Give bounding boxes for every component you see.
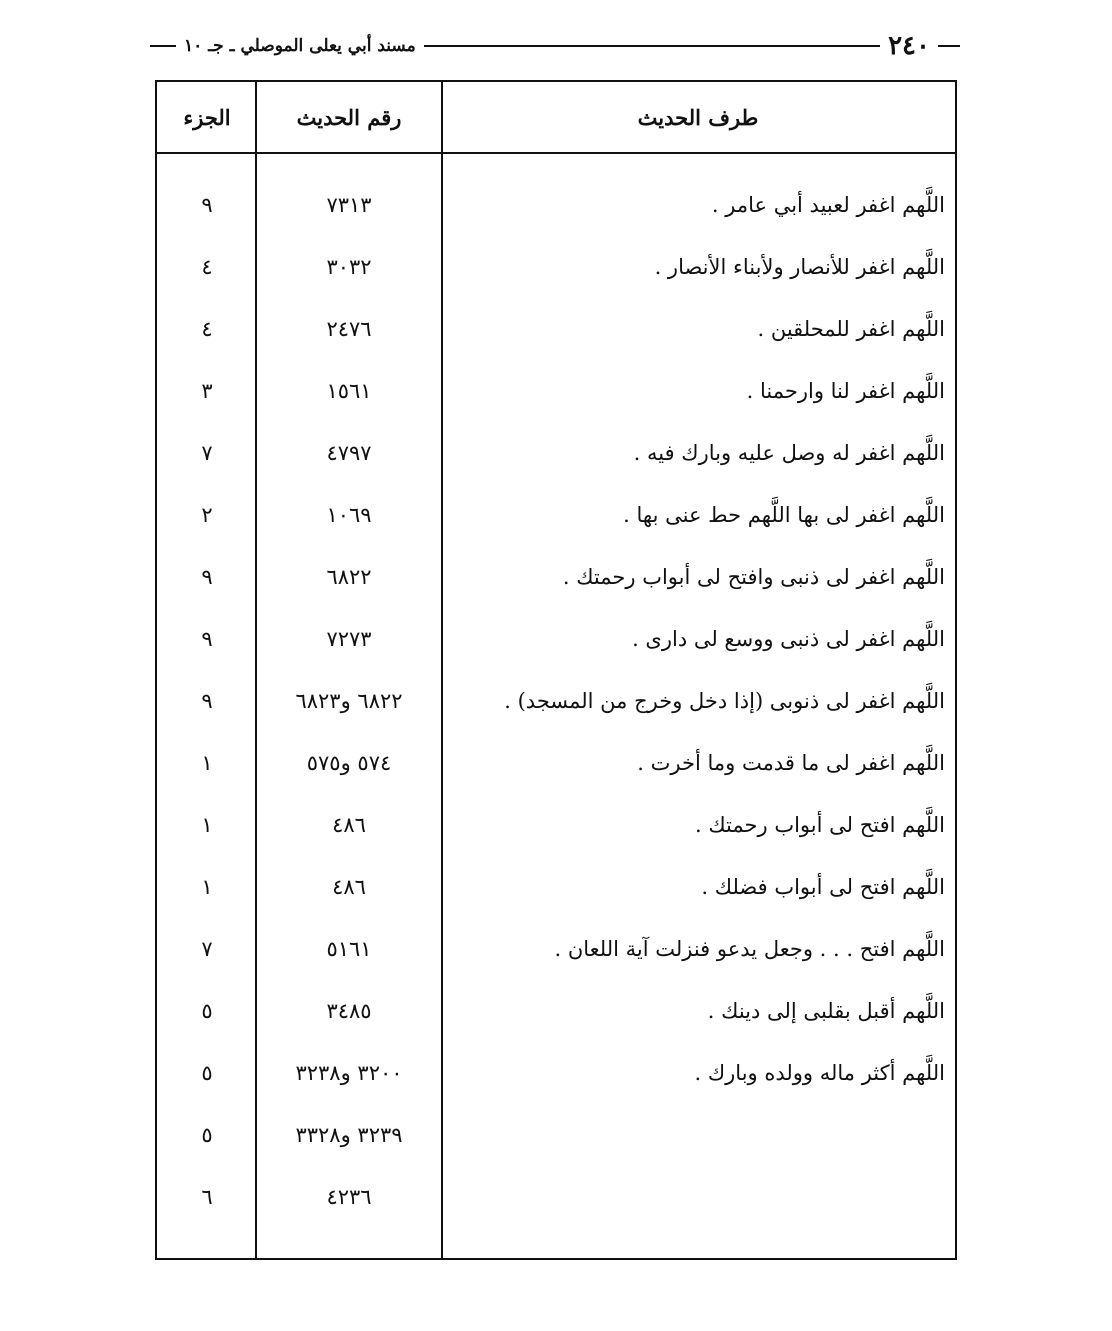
- volume-number: ٧: [201, 441, 213, 465]
- table-row: [157, 1053, 955, 1093]
- hadith-number: ٣٢٣٩ و٣٣٢٨: [295, 1123, 403, 1147]
- volume-number: ٩: [201, 689, 213, 713]
- hadith-incipit: اللَّهم اغفر لى ذنبى وافتح لى أبواب رحمتك .: [562, 565, 945, 589]
- volume-number: ٥: [201, 999, 213, 1023]
- table-row: [157, 1177, 955, 1217]
- table-row: [157, 371, 955, 411]
- volume-number: ٤: [201, 317, 213, 341]
- volume-number: ٩: [201, 193, 213, 217]
- table-row: [157, 495, 955, 535]
- book-title: مسند أبي يعلى الموصلي ـ جـ ١٠: [184, 36, 416, 56]
- hadith-incipit: [445, 1115, 945, 1155]
- hadith-incipit: اللَّهم افتح لى أبواب فضلك .: [701, 875, 945, 899]
- hadith-number: ٦٨٢٢: [326, 565, 372, 589]
- hadith-number: ٥١٦١: [326, 937, 372, 961]
- hadith-incipit: اللَّهم افتح لى أبواب رحمتك .: [695, 813, 945, 837]
- running-head-rule: [424, 45, 880, 47]
- hadith-incipit: اللَّهم اغفر للمحلقين .: [757, 317, 945, 341]
- hadith-number: ١٥٦١: [326, 379, 372, 403]
- table-row: [157, 743, 955, 783]
- table-row: [157, 557, 955, 597]
- hadith-incipit: اللَّهم افتح . . . وجعل يدعو فنزلت آية اللعان .: [554, 937, 945, 961]
- volume-number: ٦: [201, 1185, 213, 1209]
- hadith-incipit: اللَّهم أكثر ماله وولده وبارك .: [694, 1061, 945, 1085]
- volume-number: ٥: [201, 1123, 213, 1147]
- hadith-number: ٢٤٧٦: [326, 317, 372, 341]
- table-row: [157, 185, 955, 225]
- volume-number: ٩: [201, 565, 213, 589]
- hadith-incipit: اللَّهم اغفر لى ذنبى ووسع لى دارى .: [632, 627, 945, 651]
- volume-number: ٥: [201, 1061, 213, 1085]
- table-row: [157, 805, 955, 845]
- volume-number: ١: [201, 751, 213, 775]
- volume-number: ٧: [201, 937, 213, 961]
- hadith-number: ٣٢٠٠ و٣٢٣٨: [295, 1061, 403, 1085]
- table-row: [157, 309, 955, 349]
- hadith-number: ٧٢٧٣: [326, 627, 372, 651]
- hadith-incipit: اللَّهم أقبل بقلبى إلى دينك .: [707, 999, 945, 1023]
- hadith-number: ٤٨٦: [332, 875, 366, 899]
- hadith-number: ٣٤٨٥: [326, 999, 372, 1023]
- table-row: [157, 247, 955, 287]
- hadith-incipit: [445, 1177, 945, 1217]
- table-row: [157, 929, 955, 969]
- table-row: [157, 433, 955, 473]
- hadith-incipit: اللَّهم اغفر لعبيد أبي عامر .: [711, 193, 945, 217]
- hadith-number: ٣٠٣٢: [326, 255, 372, 279]
- header-hadith-incipit: طرف الحديث: [637, 104, 759, 130]
- hadith-index-table: [155, 80, 957, 1260]
- hadith-incipit: اللَّهم اغفر لى بها اللَّهم حط عنى بها .: [623, 503, 945, 527]
- hadith-incipit: اللَّهم اغفر لى ذنوبى (إذا دخل وخرج من المسجد) .: [504, 689, 945, 713]
- hadith-incipit: اللَّهم اغفر لى ما قدمت وما أخرت .: [637, 751, 945, 775]
- hadith-number: ٤٧٩٧: [326, 441, 372, 465]
- table-row: [157, 619, 955, 659]
- volume-number: ٩: [201, 627, 213, 651]
- hadith-incipit: اللَّهم اغفر للأنصار ولأبناء الأنصار .: [654, 255, 945, 279]
- running-head-dash-right: [938, 45, 960, 47]
- volume-number: ١: [201, 875, 213, 899]
- hadith-number: ٤٨٦: [332, 813, 366, 837]
- table-row: [157, 1115, 955, 1155]
- page-number: ٢٤٠: [888, 31, 930, 61]
- hadith-incipit: اللَّهم اغفر لنا وارحمنا .: [746, 379, 945, 403]
- volume-number: ١: [201, 813, 213, 837]
- hadith-number: ٧٣١٣: [326, 193, 372, 217]
- volume-number: ٢: [201, 503, 213, 527]
- hadith-incipit: اللَّهم اغفر له وصل عليه وبارك فيه .: [633, 441, 945, 465]
- header-hadith-number: رقم الحديث: [296, 104, 402, 130]
- hadith-number: ٦٨٢٢ و٦٨٢٣: [295, 689, 403, 713]
- header-volume: الجزء: [183, 104, 231, 130]
- hadith-number: ١٠٦٩: [326, 503, 372, 527]
- volume-number: ٣: [201, 379, 213, 403]
- table-row: [157, 867, 955, 907]
- hadith-number: ٤٢٣٦: [326, 1185, 372, 1209]
- hadith-number: ٥٧٤ و٥٧٥: [306, 751, 392, 775]
- running-head: [150, 28, 960, 64]
- table-row: [157, 681, 955, 721]
- table-row: [157, 991, 955, 1031]
- table-header-row: [157, 82, 955, 154]
- running-head-dash-left: [150, 45, 176, 47]
- volume-number: ٤: [201, 255, 213, 279]
